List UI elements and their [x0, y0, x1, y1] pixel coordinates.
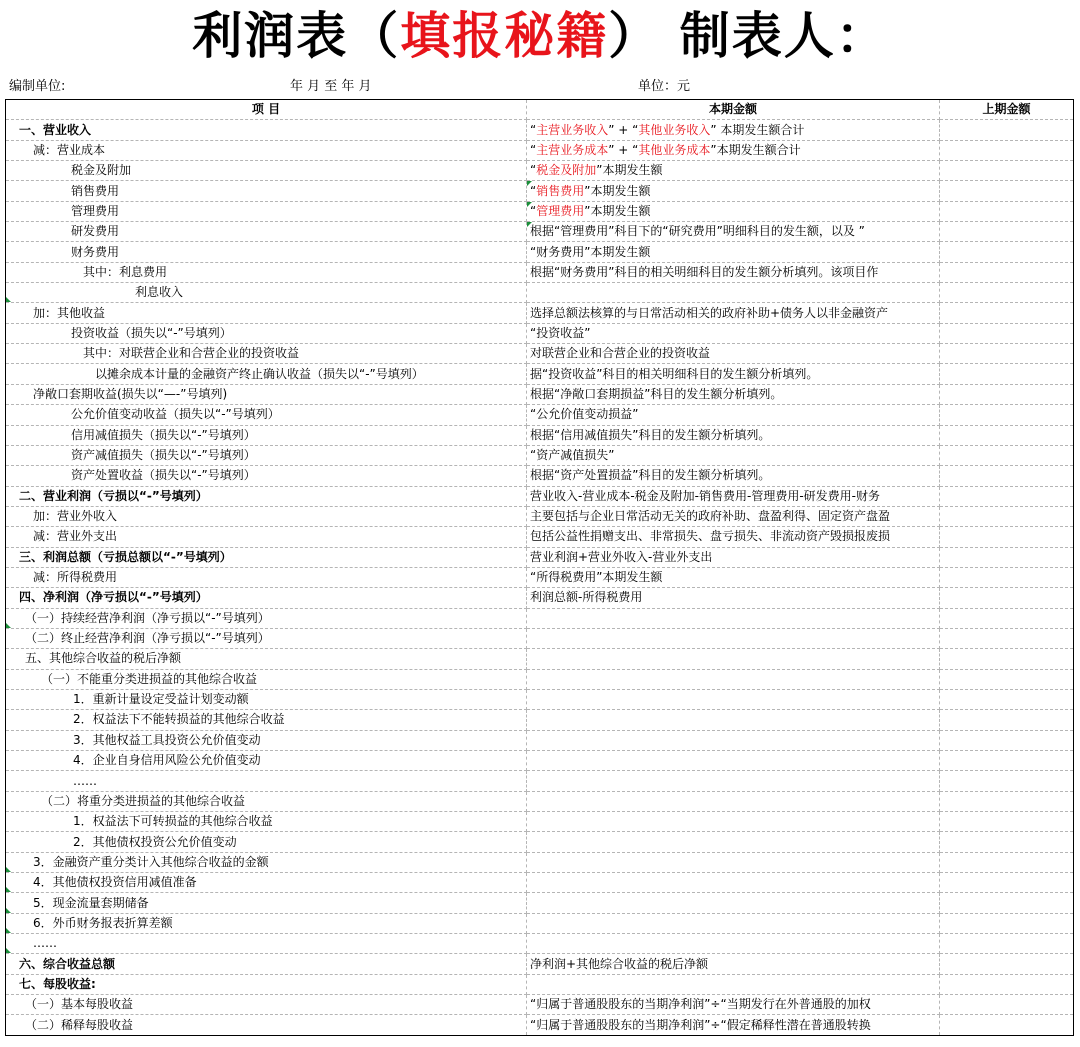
- row-current-amount: [527, 934, 940, 954]
- table-row: [6, 852, 1074, 872]
- row-previous-amount: [940, 384, 1074, 404]
- row-current-amount: [527, 161, 940, 181]
- amount-text-segment: ”本期发生额: [584, 183, 651, 198]
- row-item-label: 二、营业利润（亏损以“-”号填列）: [6, 486, 527, 506]
- row-current-amount: [527, 486, 940, 506]
- row-previous-amount: [940, 161, 1074, 181]
- row-previous-amount: [940, 588, 1074, 608]
- table-row: [6, 567, 1074, 587]
- title-highlight: 填报秘籍: [400, 7, 609, 65]
- table-row: [6, 771, 1074, 791]
- row-current-amount: [527, 547, 940, 567]
- row-current-amount: [527, 222, 940, 242]
- row-current-amount: [527, 344, 940, 364]
- table-row: [6, 669, 1074, 689]
- row-current-amount: [527, 425, 940, 445]
- row-previous-amount: [940, 893, 1074, 913]
- row-current-amount: [527, 689, 940, 709]
- row-current-amount: [527, 791, 940, 811]
- row-previous-amount: [940, 181, 1074, 201]
- row-previous-amount: [940, 262, 1074, 282]
- amount-text-segment: 主要包括与企业日常活动无关的政府补助、盘盈利得、固定资产盘盈: [530, 509, 891, 524]
- table-row: [6, 364, 1074, 384]
- amount-text-segment: 包括公益性捐赠支出、非常损失、盘亏损失、非流动资产毁损报废损: [530, 529, 891, 544]
- table-row: [6, 628, 1074, 648]
- amount-text-segment: “: [530, 142, 537, 157]
- table-row: [6, 283, 1074, 303]
- row-previous-amount: [940, 628, 1074, 648]
- row-item-label: 公允价值变动收益（损失以“-”号填列）: [6, 405, 527, 425]
- amount-text-segment: “投资收益”: [530, 325, 591, 340]
- row-previous-amount: [940, 730, 1074, 750]
- row-item-label: 2．权益法下不能转损益的其他综合收益: [6, 710, 527, 730]
- row-previous-amount: [940, 547, 1074, 567]
- row-item-label: 利息收入: [6, 283, 527, 303]
- amount-text-segment: 根据“管理费用”科目下的“研究费用”明细科目的发生额，以及 ”: [530, 224, 865, 239]
- table-row: [6, 547, 1074, 567]
- compiling-unit-label: 编制单位:: [9, 79, 66, 94]
- amount-text-segment: 选择总额法核算的与日常活动相关的政府补助+债务人以非金融资产: [530, 305, 889, 320]
- row-item-label: 4．企业自身信用风险公允价值变动: [6, 751, 527, 771]
- row-item-label: 5．现金流量套期储备: [6, 893, 527, 913]
- row-previous-amount: [940, 954, 1074, 974]
- row-previous-amount: [940, 344, 1074, 364]
- row-current-amount: [527, 710, 940, 730]
- amount-text-segment: “资产减值损失”: [530, 448, 615, 463]
- table-row: [6, 974, 1074, 994]
- amount-text-segment: “公允价值变动损益”: [530, 407, 639, 422]
- row-item-label: 管理费用: [6, 201, 527, 221]
- row-item-label: 4．其他债权投资信用减值准备: [6, 873, 527, 893]
- title-suffix: ） 制表人：: [608, 7, 888, 65]
- row-item-label: （一）持续经营净利润（净亏损以“-”号填列）: [6, 608, 527, 628]
- row-previous-amount: [940, 995, 1074, 1015]
- row-previous-amount: [940, 852, 1074, 872]
- row-previous-amount: [940, 405, 1074, 425]
- row-current-amount: [527, 608, 940, 628]
- table-row: [6, 689, 1074, 709]
- row-item-label: 四、净利润（净亏损以“-”号填列）: [6, 588, 527, 608]
- table-row: [6, 344, 1074, 364]
- row-previous-amount: [940, 791, 1074, 811]
- table-row: [6, 588, 1074, 608]
- row-item-label: （二）将重分类进损益的其他综合收益: [6, 791, 527, 811]
- amount-text-segment: 税金及附加: [536, 163, 597, 178]
- table-row: [6, 730, 1074, 750]
- row-item-label: 1．权益法下可转损益的其他综合收益: [6, 812, 527, 832]
- row-previous-amount: [940, 140, 1074, 160]
- row-current-amount: [527, 242, 940, 262]
- row-current-amount: [527, 588, 940, 608]
- table-row: [6, 140, 1074, 160]
- row-previous-amount: [940, 608, 1074, 628]
- row-item-label: 减：营业成本: [6, 140, 527, 160]
- row-current-amount: [527, 995, 940, 1015]
- amount-text-segment: 主营业务成本: [536, 142, 609, 157]
- row-previous-amount: [940, 364, 1074, 384]
- row-current-amount: [527, 567, 940, 587]
- amount-text-segment: ” + “: [608, 122, 639, 137]
- row-item-label: 研发费用: [6, 222, 527, 242]
- row-item-label: 减：所得税费用: [6, 567, 527, 587]
- amount-text-segment: “所得税费用”本期发生额: [530, 570, 663, 585]
- row-item-label: 投资收益（损失以“-”号填列）: [6, 323, 527, 343]
- row-current-amount: [527, 506, 940, 526]
- amount-text-segment: “财务费用”本期发生额: [530, 244, 651, 259]
- row-item-label: 其中：对联营企业和合营企业的投资收益: [6, 344, 527, 364]
- row-previous-amount: [940, 425, 1074, 445]
- table-row: [6, 954, 1074, 974]
- row-current-amount: [527, 181, 940, 201]
- row-current-amount: [527, 120, 940, 140]
- table-row: [6, 262, 1074, 282]
- row-previous-amount: [940, 303, 1074, 323]
- amount-text-segment: 净利润+其他综合收益的税后净额: [530, 956, 709, 971]
- row-current-amount: [527, 771, 940, 791]
- amount-text-segment: 管理费用: [536, 203, 585, 218]
- row-item-label: 三、利润总额（亏损总额以“-”号填列）: [6, 547, 527, 567]
- row-item-label: 资产减值损失（损失以“-”号填列）: [6, 445, 527, 465]
- row-current-amount: [527, 832, 940, 852]
- row-current-amount: [527, 262, 940, 282]
- amount-text-segment: 主营业务收入: [536, 122, 609, 137]
- row-current-amount: [527, 812, 940, 832]
- row-current-amount: [527, 649, 940, 669]
- row-item-label: 2．其他债权投资公允价值变动: [6, 832, 527, 852]
- header-previous-amount: 上期金额: [940, 100, 1074, 120]
- row-item-label: 六、综合收益总额: [6, 954, 527, 974]
- amount-text-segment: ”本期发生额: [596, 163, 663, 178]
- row-current-amount: [527, 323, 940, 343]
- row-current-amount: [527, 364, 940, 384]
- row-previous-amount: [940, 567, 1074, 587]
- row-current-amount: [527, 283, 940, 303]
- row-previous-amount: [940, 323, 1074, 343]
- amount-text-segment: 其他业务收入: [638, 122, 711, 137]
- row-item-label: 加：其他收益: [6, 303, 527, 323]
- amount-text-segment: 营业利润+营业外收入-营业外支出: [530, 549, 713, 564]
- row-previous-amount: [940, 445, 1074, 465]
- row-item-label: 加：营业外收入: [6, 506, 527, 526]
- amount-text-segment: “归属于普通股股东的当期净利润”÷“当期发行在外普通股的加权: [530, 997, 871, 1012]
- page-title: [0, 0, 1080, 72]
- row-previous-amount: [940, 669, 1074, 689]
- table-row: [6, 934, 1074, 954]
- amount-text-segment: 其他业务成本: [638, 142, 711, 157]
- table-row: [6, 832, 1074, 852]
- table-row: [6, 445, 1074, 465]
- table-row: [6, 242, 1074, 262]
- row-previous-amount: [940, 466, 1074, 486]
- table-row: [6, 710, 1074, 730]
- row-item-label: 五、其他综合收益的税后净额: [6, 649, 527, 669]
- row-previous-amount: [940, 527, 1074, 547]
- row-current-amount: [527, 873, 940, 893]
- table-row: [6, 751, 1074, 771]
- row-current-amount: [527, 954, 940, 974]
- row-previous-amount: [940, 974, 1074, 994]
- row-current-amount: [527, 1015, 940, 1035]
- table-row: [6, 995, 1074, 1015]
- row-previous-amount: [940, 120, 1074, 140]
- table-row: [6, 486, 1074, 506]
- row-item-label: ……: [6, 934, 527, 954]
- table-row: [6, 649, 1074, 669]
- row-previous-amount: [940, 873, 1074, 893]
- row-previous-amount: [940, 771, 1074, 791]
- row-item-label: 信用减值损失（损失以“-”号填列）: [6, 425, 527, 445]
- title-prefix: 利润表（: [192, 7, 401, 65]
- income-statement-table: [5, 99, 1074, 1036]
- table-row: [6, 812, 1074, 832]
- table-row: [6, 527, 1074, 547]
- table-row: [6, 466, 1074, 486]
- amount-text-segment: ” 本期发生额合计: [710, 122, 805, 137]
- row-item-label: 6．外币财务报表折算差额: [6, 913, 527, 933]
- table-row: [6, 303, 1074, 323]
- row-current-amount: [527, 466, 940, 486]
- row-previous-amount: [940, 689, 1074, 709]
- table-row: [6, 1015, 1074, 1035]
- amount-text-segment: 根据“净敞口套期损益”科目的发生额分析填列。: [530, 386, 783, 401]
- row-item-label: 资产处置收益（损失以“-”号填列）: [6, 466, 527, 486]
- row-previous-amount: [940, 710, 1074, 730]
- row-item-label: 一、营业收入: [6, 120, 527, 140]
- row-previous-amount: [940, 1015, 1074, 1035]
- amount-text-segment: 对联营企业和合营企业的投资收益: [530, 346, 711, 361]
- row-item-label: 税金及附加: [6, 161, 527, 181]
- row-previous-amount: [940, 201, 1074, 221]
- amount-text-segment: 据“投资收益”科目的相关明细科目的发生额分析填列。: [530, 366, 819, 381]
- row-current-amount: [527, 628, 940, 648]
- currency-unit-label: 单位：元: [638, 79, 691, 94]
- table-row: [6, 873, 1074, 893]
- row-previous-amount: [940, 913, 1074, 933]
- table-row: [6, 323, 1074, 343]
- row-current-amount: [527, 669, 940, 689]
- row-current-amount: [527, 405, 940, 425]
- table-row: [6, 893, 1074, 913]
- row-item-label: 其中：利息费用: [6, 262, 527, 282]
- row-current-amount: [527, 913, 940, 933]
- row-item-label: （一）不能重分类进损益的其他综合收益: [6, 669, 527, 689]
- header-item: 项 目: [6, 100, 527, 120]
- row-current-amount: [527, 893, 940, 913]
- row-current-amount: [527, 303, 940, 323]
- amount-text-segment: “: [530, 122, 537, 137]
- amount-text-segment: ”本期发生额合计: [710, 142, 801, 157]
- amount-text-segment: ” + “: [608, 142, 639, 157]
- row-item-label: 3．金融资产重分类计入其他综合收益的金额: [6, 852, 527, 872]
- amount-text-segment: 根据“信用减值损失”科目的发生额分析填列。: [530, 427, 771, 442]
- row-current-amount: [527, 852, 940, 872]
- period-label: 年 月 至 年 月: [290, 79, 372, 94]
- row-current-amount: [527, 527, 940, 547]
- amount-text-segment: 根据“资产处置损益”科目的发生额分析填列。: [530, 468, 771, 483]
- row-item-label: 减：营业外支出: [6, 527, 527, 547]
- row-current-amount: [527, 201, 940, 221]
- table-row: [6, 161, 1074, 181]
- amount-text-segment: “: [530, 203, 537, 218]
- header-row: [6, 100, 1074, 120]
- header-current-amount: 本期金额: [527, 100, 940, 120]
- table-row: [6, 425, 1074, 445]
- row-item-label: 净敞口套期收益(损失以“—-”号填列): [6, 384, 527, 404]
- row-previous-amount: [940, 222, 1074, 242]
- amount-text-segment: 营业收入-营业成本-税金及附加-销售费用-管理费用-研发费用-财务: [530, 488, 880, 503]
- row-item-label: 销售费用: [6, 181, 527, 201]
- amount-text-segment: “: [530, 163, 537, 178]
- amount-text-segment: ”本期发生额: [584, 203, 651, 218]
- row-previous-amount: [940, 486, 1074, 506]
- row-item-label: （二）终止经营净利润（净亏损以“-”号填列）: [6, 628, 527, 648]
- row-previous-amount: [940, 242, 1074, 262]
- row-previous-amount: [940, 283, 1074, 303]
- row-current-amount: [527, 974, 940, 994]
- table-row: [6, 201, 1074, 221]
- row-item-label: （二）稀释每股收益: [6, 1015, 527, 1035]
- row-previous-amount: [940, 506, 1074, 526]
- table-row: [6, 608, 1074, 628]
- row-item-label: （一）基本每股收益: [6, 995, 527, 1015]
- row-item-label: 以摊余成本计量的金融资产终止确认收益（损失以“-”号填列）: [6, 364, 527, 384]
- row-item-label: 七、每股收益:: [6, 974, 527, 994]
- row-current-amount: [527, 384, 940, 404]
- table-row: [6, 913, 1074, 933]
- row-current-amount: [527, 445, 940, 465]
- amount-text-segment: “: [530, 183, 537, 198]
- amount-text-segment: 销售费用: [536, 183, 585, 198]
- row-current-amount: [527, 730, 940, 750]
- row-current-amount: [527, 751, 940, 771]
- table-row: [6, 222, 1074, 242]
- table-row: [6, 181, 1074, 201]
- row-item-label: 1．重新计量设定受益计划变动额: [6, 689, 527, 709]
- row-current-amount: [527, 140, 940, 160]
- row-previous-amount: [940, 934, 1074, 954]
- row-item-label: 3．其他权益工具投资公允价值变动: [6, 730, 527, 750]
- row-previous-amount: [940, 832, 1074, 852]
- row-item-label: ……: [6, 771, 527, 791]
- row-previous-amount: [940, 751, 1074, 771]
- table-row: [6, 405, 1074, 425]
- table-row: [6, 506, 1074, 526]
- amount-text-segment: “归属于普通股股东的当期净利润”÷“假定稀释性潜在普通股转换: [530, 1017, 871, 1032]
- table-row: [6, 384, 1074, 404]
- row-item-label: 财务费用: [6, 242, 527, 262]
- amount-text-segment: 根据“财务费用”科目的相关明细科目的发生额分析填列。该项目作: [530, 264, 879, 279]
- amount-text-segment: 利润总额-所得税费用: [530, 590, 643, 605]
- table-row: [6, 120, 1074, 140]
- row-previous-amount: [940, 649, 1074, 669]
- row-previous-amount: [940, 812, 1074, 832]
- table-row: [6, 791, 1074, 811]
